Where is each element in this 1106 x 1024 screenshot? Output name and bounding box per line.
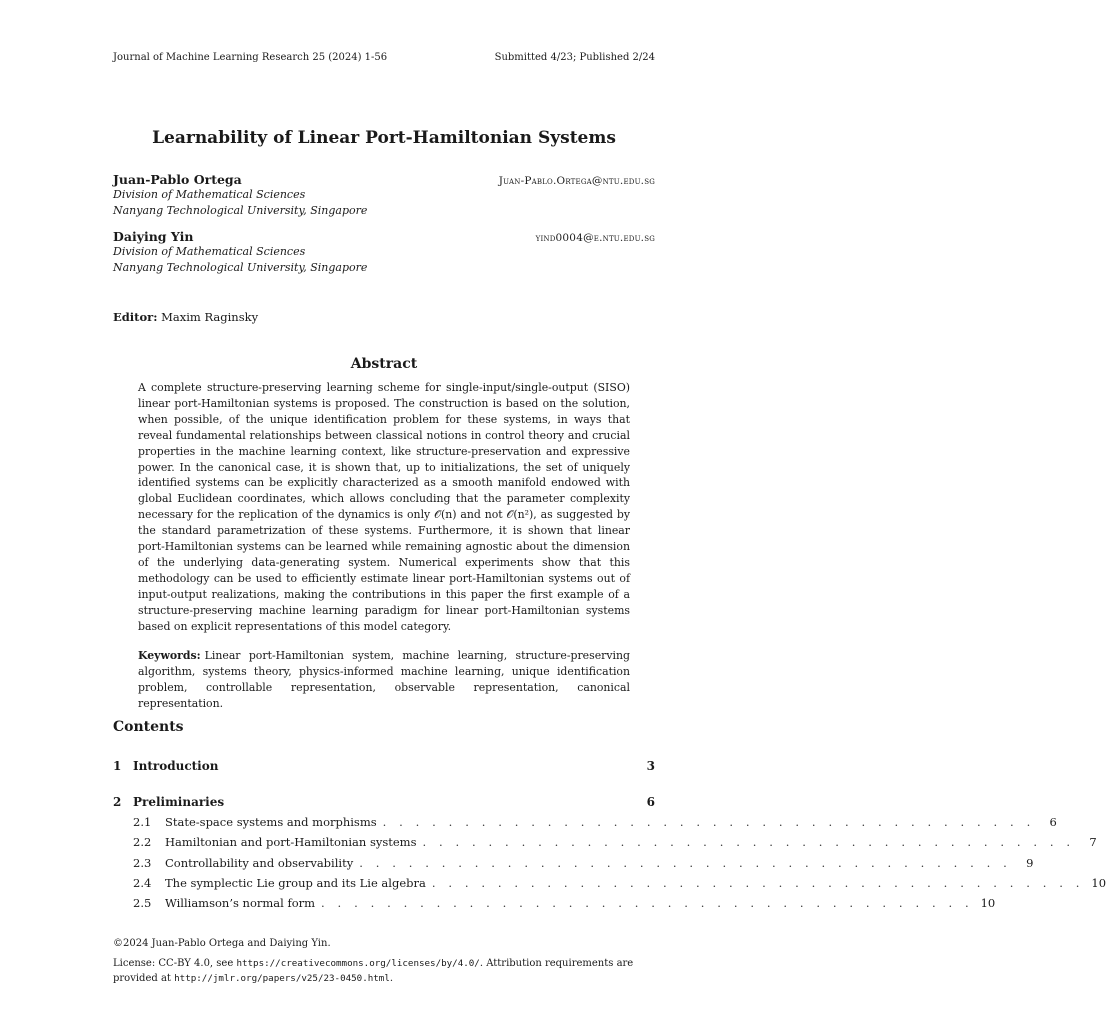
- toc-page-number: 10: [980, 896, 996, 910]
- toc-section-number: 2: [113, 795, 122, 809]
- toc-section-number: 1: [113, 759, 122, 773]
- author-affiliation: Nanyang Technological University, Singapore: [113, 261, 368, 274]
- toc-page-number: 3: [646, 759, 655, 773]
- toc-section-title: Introduction: [133, 759, 219, 773]
- paper-title: Learnability of Linear Port-Hamiltonian Systems: [152, 128, 616, 148]
- toc-page-number: 6: [1049, 815, 1057, 829]
- toc-subsection[interactable]: [133, 876, 1106, 890]
- toc-subsection-number: 2.3: [133, 856, 152, 870]
- abstract-text: A complete structure-preserving learning scheme for single-input/single-output (SISO) linear port-Hamiltonian systems is proposed. The construction is based on the solution, when possible, of the unique identification problem for these systems, in ways that reveal fundamental relationships between classical notions in control theory and crucial properties in the machine learning context, like structure-preservation and expressive power. In the canonical case, it is shown that, up to initializations, the set of uniquely identified systems can be explicitly characterized as a smooth manifold endowed with global Euclidean coordinates, which allows concluding that the parameter complexity necessary for the replication of the dynamics is only 𝒪(n) and not 𝒪(n²), as suggested by the standard parametrization of these systems. Furthermore, it is shown that linear port-Hamiltonian systems can be learned while remaining agnostic about the dimension of the underlying data-generating system. Numerical experiments show that this methodology can be used to efficiently estimate linear port-Hamiltonian systems out of input-output realizations, making the contributions in this paper the first example of a structure-preserving machine learning paradigm for linear port-Hamiltonian systems based on explicit representations of this model category.: [138, 381, 630, 633]
- author-name: Juan-Pablo Ortega: [113, 172, 242, 187]
- author-block: [113, 229, 655, 276]
- toc-subsection-title: The symplectic Lie group and its Lie algebra: [165, 876, 426, 890]
- toc-subsection-title: Hamiltonian and port-Hamiltonian systems: [165, 835, 417, 849]
- toc-section-preliminaries[interactable]: [113, 795, 655, 809]
- toc-section-introduction[interactable]: [113, 759, 655, 773]
- toc-subsection-number: 2.4: [133, 876, 152, 890]
- toc-subsection-number: 2.2: [133, 835, 152, 849]
- abstract-heading: Abstract: [350, 356, 418, 372]
- author-affiliation: Division of Mathematical Sciences: [113, 188, 306, 201]
- toc-subsection[interactable]: [133, 815, 1057, 829]
- toc-subsection-number: 2.5: [133, 896, 152, 910]
- keywords-label: Keywords:: [138, 649, 201, 662]
- toc-subsection[interactable]: [133, 856, 1034, 870]
- license-middle: . Attribution requirements are provided at: [113, 958, 634, 984]
- editor-label: Editor:: [113, 310, 158, 324]
- copyright-notice: ©2024 Juan-Pablo Ortega and Daiying Yin.: [113, 938, 331, 949]
- journal-citation: Journal of Machine Learning Research 25 (2024) 1-56: [113, 52, 388, 63]
- running-header: [113, 52, 655, 63]
- toc-subsection-number: 2.1: [133, 815, 152, 829]
- toc-section-title: Preliminaries: [133, 795, 225, 809]
- author-affiliation: Nanyang Technological University, Singapore: [113, 204, 368, 217]
- toc-leader-dots: . . . . . . . . . . . . . . . . . . . . . . . . . . . . . . . . . . . . . . . .: [431, 876, 1085, 890]
- editor-line: [113, 310, 258, 324]
- toc-page-number: 9: [1026, 856, 1034, 870]
- toc-page-number: 6: [646, 795, 655, 809]
- license-suffix: .: [389, 973, 394, 984]
- toc-subsection-title: Williamson’s normal form: [165, 896, 316, 910]
- toc-subsection-title: State-space systems and morphisms: [165, 815, 377, 829]
- toc-leader-dots: . . . . . . . . . . . . . . . . . . . . . . . . . . . . . . . . . . . . . . . .: [382, 815, 1035, 829]
- keywords: [138, 648, 630, 712]
- toc-subsection[interactable]: [133, 835, 1097, 849]
- attribution-link[interactable]: http://jmlr.org/papers/v25/23-0450.html: [174, 973, 390, 984]
- toc-subsection[interactable]: [133, 896, 996, 910]
- author-affiliation: Division of Mathematical Sciences: [113, 245, 306, 258]
- toc-page-number: 10: [1091, 876, 1106, 890]
- license-prefix: License: CC-BY 4.0, see: [113, 958, 234, 969]
- license-link[interactable]: https://creativecommons.org/licenses/by/4.0/: [236, 958, 480, 969]
- editor-name: Maxim Raginsky: [161, 310, 259, 324]
- author-name: Daiying Yin: [113, 229, 194, 244]
- license-notice: [113, 956, 655, 986]
- author-email[interactable]: Juan-Pablo.Ortega@ntu.edu.sg: [498, 175, 655, 187]
- author-block: [113, 172, 655, 219]
- toc-subsection-title: Controllability and observability: [165, 856, 354, 870]
- contents-heading: Contents: [113, 719, 184, 735]
- author-email[interactable]: yind0004@e.ntu.edu.sg: [535, 232, 655, 244]
- submission-dates: Submitted 4/23; Published 2/24: [494, 52, 655, 63]
- toc-leader-dots: . . . . . . . . . . . . . . . . . . . . . . . . . . . . . . . . . . . . . . . .: [359, 856, 1012, 870]
- toc-leader-dots: . . . . . . . . . . . . . . . . . . . . . . . . . . . . . . . . . . . . . . . .: [422, 835, 1075, 849]
- toc-leader-dots: . . . . . . . . . . . . . . . . . . . . . . . . . . . . . . . . . . . . . . . .: [321, 896, 974, 910]
- toc-page-number: 7: [1089, 835, 1097, 849]
- keywords-text: Linear port-Hamiltonian system, machine learning, structure-preserving algorithm, systems theory, physics-informed machine learning, unique identification problem, controllable representation, observable representation, canonical representation.: [138, 649, 630, 710]
